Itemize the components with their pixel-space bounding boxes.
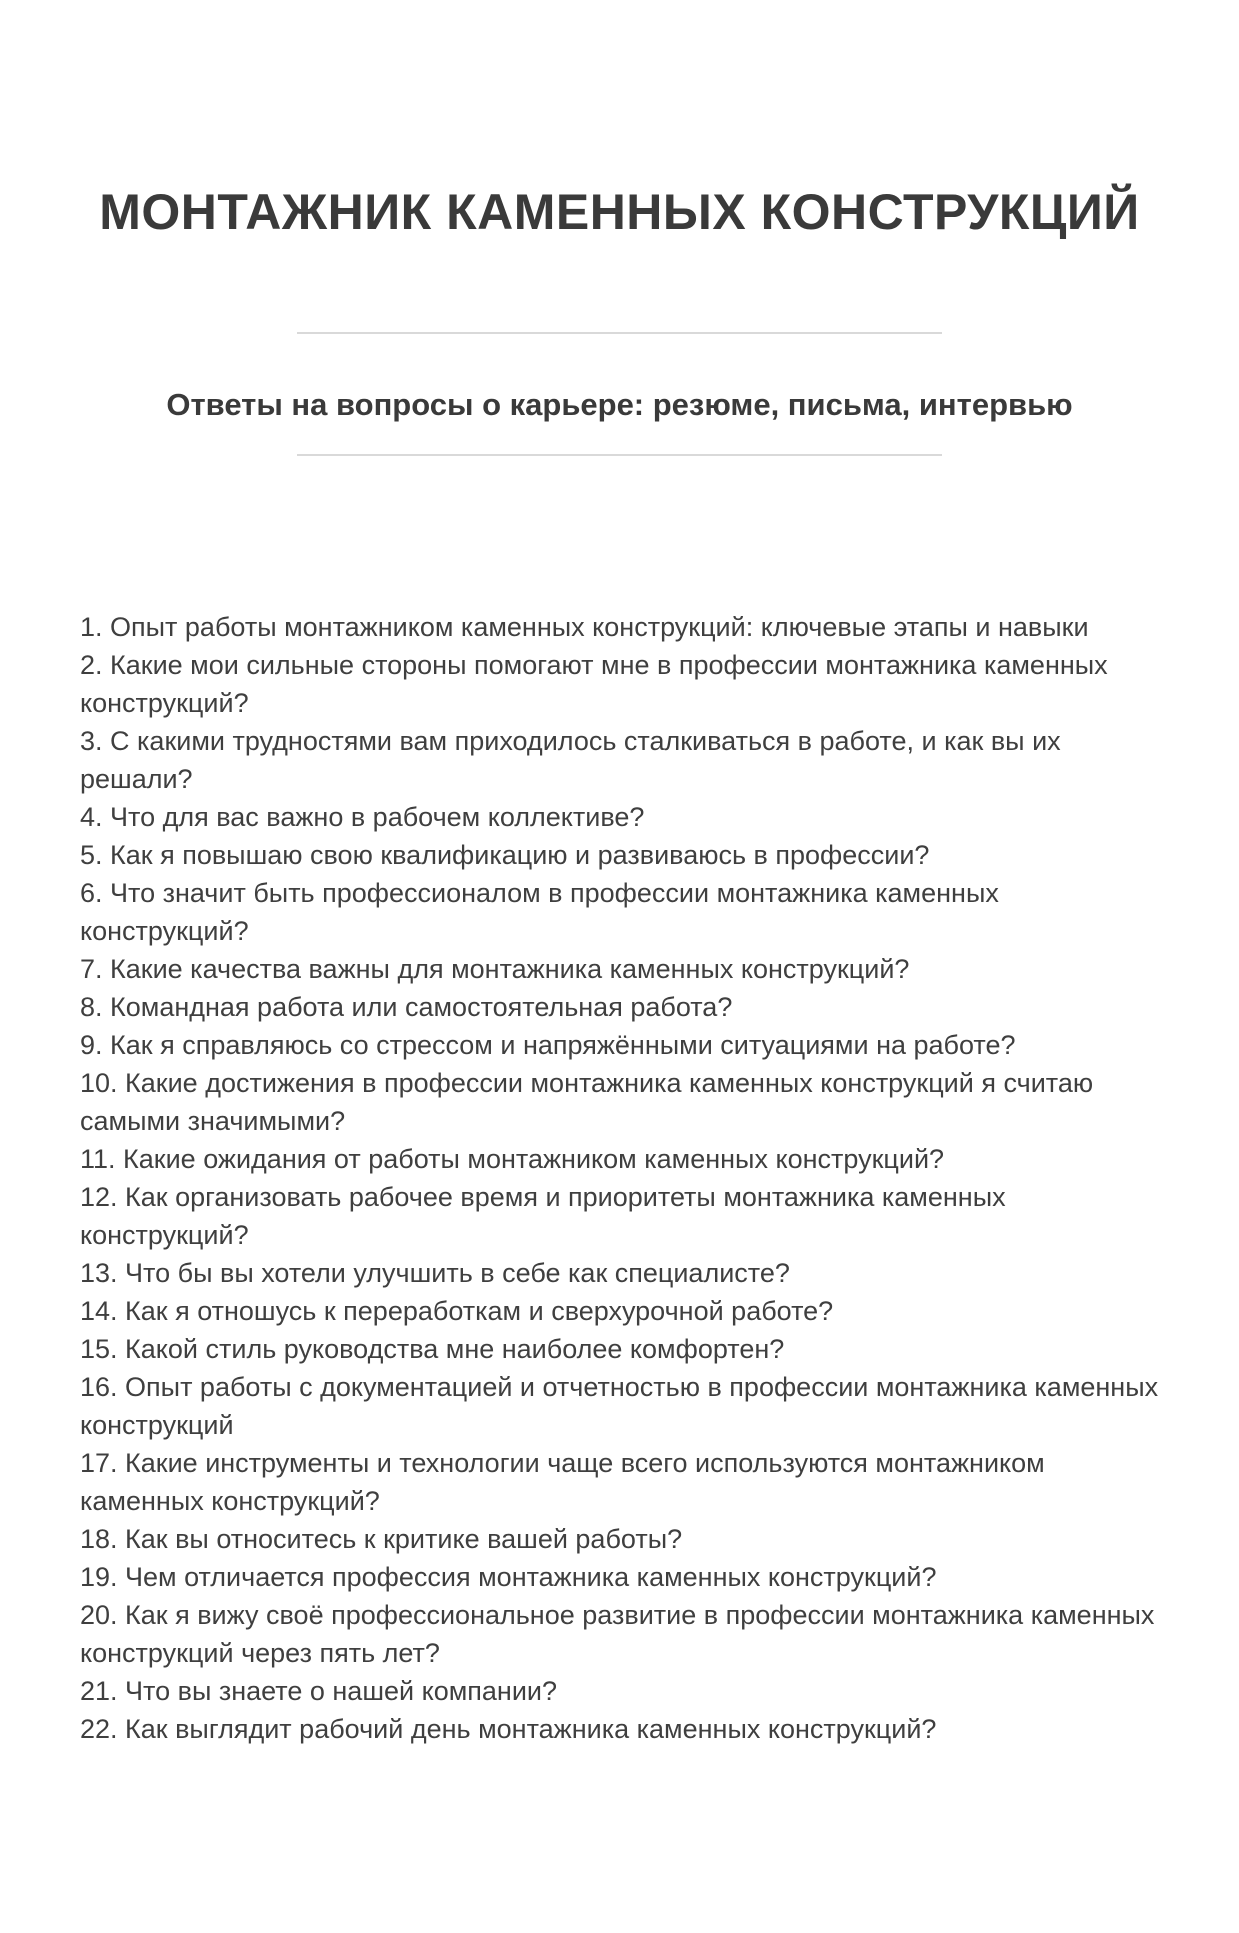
page-title: МОНТАЖНИК КАМЕННЫХ КОНСТРУКЦИЙ <box>99 184 1140 240</box>
question-item: 12. Как организовать рабочее время и приоритеты монтажника каменных конструкций? <box>80 1182 1006 1250</box>
questions-list <box>80 608 1169 1748</box>
question-item: 21. Что вы знаете о нашей компании? <box>80 1676 557 1706</box>
question-item: 22. Как выглядит рабочий день монтажника каменных конструкций? <box>80 1714 937 1744</box>
question-item: 6. Что значит быть профессионалом в профессии монтажника каменных конструкций? <box>80 878 999 946</box>
question-item: 15. Какой стиль руководства мне наиболее комфортен? <box>80 1334 785 1364</box>
divider-line-top <box>297 332 942 334</box>
page-subtitle: Ответы на вопросы о карьере: резюме, письма, интервью <box>166 387 1073 422</box>
question-item: 11. Какие ожидания от работы монтажником каменных конструкций? <box>80 1144 945 1174</box>
question-item: 2. Какие мои сильные стороны помогают мне в профессии монтажника каменных конструкций? <box>80 650 1108 718</box>
question-item: 3. С какими трудностями вам приходилось сталкиваться в работе, и как вы их решали? <box>80 726 1061 794</box>
question-item: 18. Как вы относитесь к критике вашей работы? <box>80 1524 683 1554</box>
question-item: 13. Что бы вы хотели улучшить в себе как специалисте? <box>80 1258 790 1288</box>
divider-line-bottom <box>297 454 942 456</box>
question-item: 10. Какие достижения в профессии монтажника каменных конструкций я считаю самыми значимыми? <box>80 1068 1094 1136</box>
question-item: 1. Опыт работы монтажником каменных конструкций: ключевые этапы и навыки <box>80 612 1089 642</box>
question-item: 20. Как я вижу своё профессиональное развитие в профессии монтажника каменных конструкций через пять лет? <box>80 1600 1155 1668</box>
question-item: 4. Что для вас важно в рабочем коллективе? <box>80 802 645 832</box>
question-item: 16. Опыт работы с документацией и отчетностью в профессии монтажника каменных конструкций <box>80 1372 1159 1440</box>
question-item: 7. Какие качества важны для монтажника каменных конструкций? <box>80 954 910 984</box>
question-item: 14. Как я отношусь к переработкам и сверхурочной работе? <box>80 1296 834 1326</box>
question-item: 5. Как я повышаю свою квалификацию и развиваюсь в профессии? <box>80 840 930 870</box>
question-item: 9. Как я справляюсь со стрессом и напряжёнными ситуациями на работе? <box>80 1030 1016 1060</box>
question-item: 17. Какие инструменты и технологии чаще всего используются монтажником каменных конструкций? <box>80 1448 1045 1516</box>
document-page <box>0 180 1239 1933</box>
question-item: 19. Чем отличается профессия монтажника каменных конструкций? <box>80 1562 937 1592</box>
question-item: 8. Командная работа или самостоятельная работа? <box>80 992 733 1022</box>
